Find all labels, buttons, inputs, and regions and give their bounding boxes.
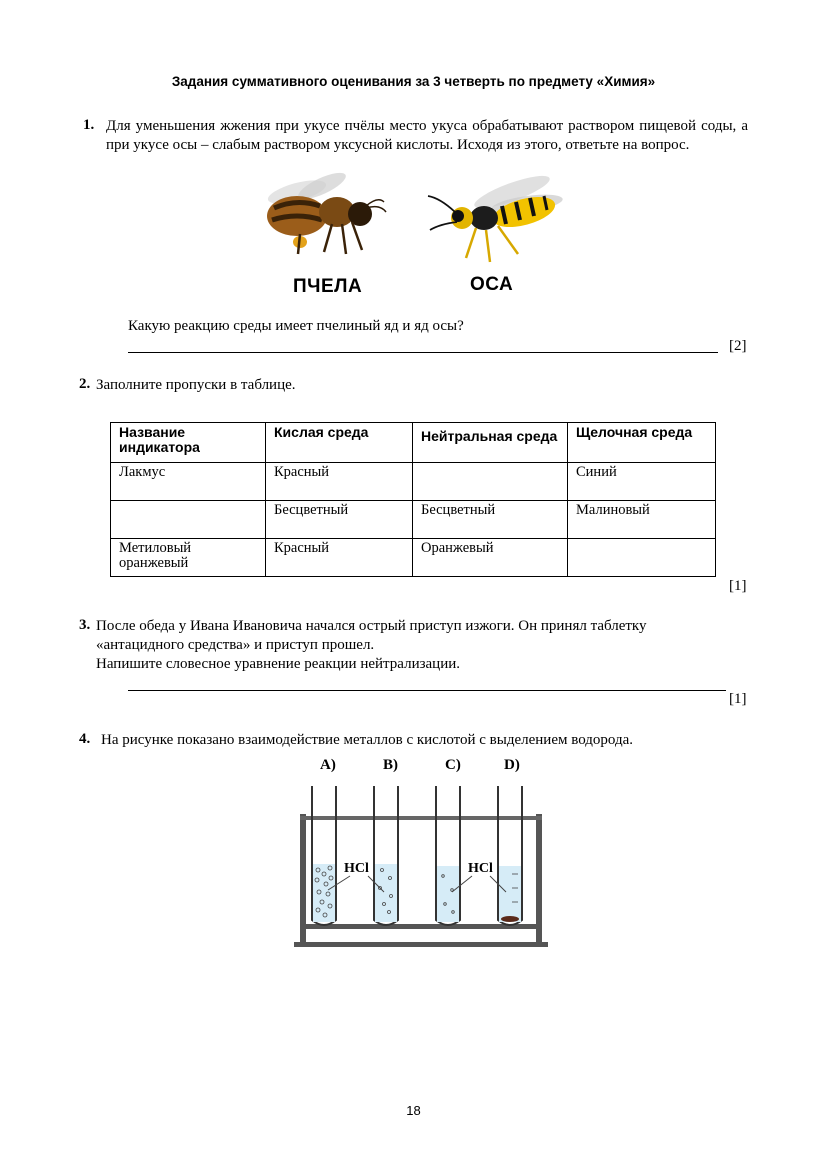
- test-tube-a: [312, 786, 336, 925]
- test-tube-c: [436, 786, 460, 925]
- page-title: Задания суммативного оценивания за 3 четверть по предмету «Химия»: [171, 74, 656, 89]
- test-tube-d: [498, 786, 522, 925]
- table-cell: Оранжевый: [413, 539, 568, 577]
- table-header-cell: Название индикатора: [111, 423, 266, 463]
- wasp-label: ОСА: [470, 274, 514, 295]
- answer-line-1[interactable]: [128, 352, 718, 353]
- question-3-score: [1]: [729, 691, 747, 707]
- question-4-text: На рисунке показано взаимодействие металлов с кислотой с выделением водорода.: [101, 732, 634, 748]
- table-header-cell: Нейтральная среда: [413, 423, 568, 463]
- tube-label-b: B): [383, 757, 398, 773]
- question-3-number: 3.: [79, 617, 91, 633]
- table-header-row: [111, 423, 716, 463]
- indicator-table: [110, 422, 716, 577]
- hcl-label-right: HCl: [468, 861, 493, 876]
- question-3-text: [96, 617, 736, 674]
- bee-image: [266, 172, 386, 254]
- table-row: [111, 539, 716, 577]
- table-cell: Бесцветный: [266, 501, 413, 539]
- test-tubes-diagram: [290, 752, 550, 957]
- wasp-image: [428, 172, 564, 262]
- question-1-prompt: Какую реакцию среды имеет пчелиный яд и яд осы?: [128, 318, 464, 334]
- question-3-line-3: Напишите словесное уравнение реакции нейтрализации.: [96, 656, 461, 672]
- tube-label-c: C): [445, 757, 461, 773]
- answer-line-3[interactable]: [128, 690, 726, 691]
- question-1-text: Для уменьшения жжения при укусе пчёлы место укуса обрабатывают раствором пищевой соды, а при укусе осы – слабым раствором уксусной кислоты. Исходя из этого, ответьте на вопрос.: [106, 118, 748, 153]
- table-cell: Синий: [568, 463, 716, 501]
- table-cell: Бесцветный: [413, 501, 568, 539]
- table-row: [111, 463, 716, 501]
- tube-label-a: A): [320, 757, 336, 773]
- table-cell-blank[interactable]: [568, 539, 716, 577]
- question-3-line-1: После обеда у Ивана Ивановича начался острый приступ изжоги. Он принял таблетку: [96, 618, 647, 634]
- table-row: [111, 501, 716, 539]
- question-1-score: [2]: [729, 338, 747, 354]
- question-4-number: 4.: [79, 731, 91, 747]
- table-header-cell: Кислая среда: [266, 423, 413, 463]
- question-2-number: 2.: [79, 376, 91, 392]
- table-cell: Метиловый оранжевый: [111, 539, 266, 577]
- bee-label: ПЧЕЛА: [293, 276, 363, 297]
- table-cell-blank[interactable]: [413, 463, 568, 501]
- tube-label-d: D): [504, 757, 520, 773]
- test-tube-b: [374, 786, 398, 925]
- question-1-number: 1.: [83, 117, 95, 133]
- table-cell: Малиновый: [568, 501, 716, 539]
- question-2-text: Заполните пропуски в таблице.: [96, 377, 296, 393]
- table-cell: Красный: [266, 539, 413, 577]
- page-number: 18: [406, 1103, 421, 1118]
- table-cell: Лакмус: [111, 463, 266, 501]
- table-header-cell: Щелочная среда: [568, 423, 716, 463]
- question-3-line-2: «антацидного средства» и приступ прошел.: [96, 637, 375, 653]
- table-cell-blank[interactable]: [111, 501, 266, 539]
- hcl-label-left: HCl: [344, 861, 369, 876]
- question-2-score: [1]: [729, 578, 747, 594]
- table-cell: Красный: [266, 463, 413, 501]
